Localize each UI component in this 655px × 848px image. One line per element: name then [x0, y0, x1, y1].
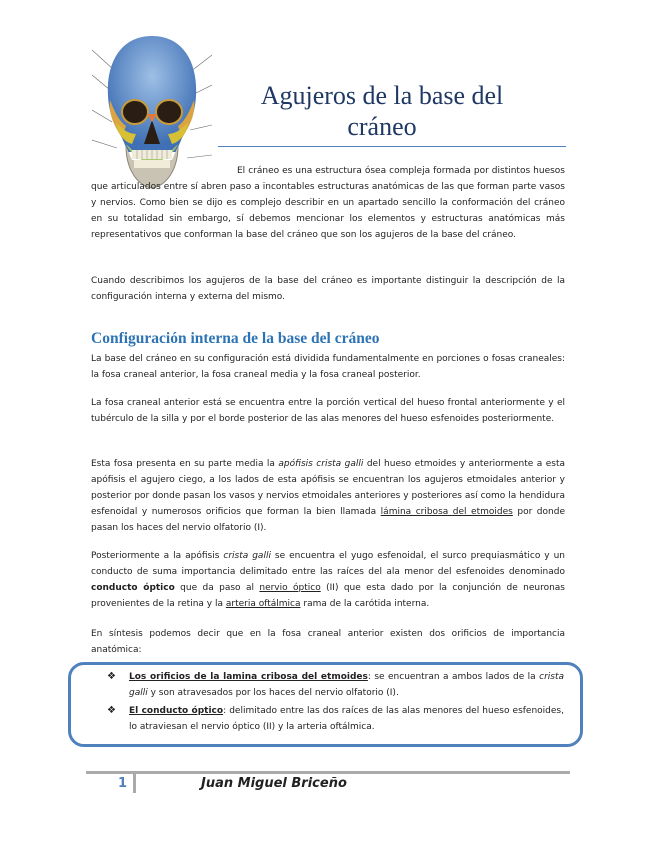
p4-text-e: que da paso al — [174, 583, 260, 593]
bullet1-text-b: : se encuentran a ambos lados de la — [367, 672, 540, 682]
p3-text-a: Esta fosa presenta en su parte media la — [91, 459, 279, 469]
intro-paragraph-1-text: El cráneo es una estructura ósea compleja formada por distintos huesos que articulados entre sí abren paso a incontables estructuras anatómicas de las que forman parte vasos y nervios. Como bien se dijo es complejo describir en un apartado sencillo la conformación del cráneo en su totalidad sin embargo, sí debemos mencionar los elementos y estructuras anatómicas más representativos que conforman la base del cráneo que son los agujeros de la base del cráneo. — [91, 166, 565, 240]
bullet1-term: Los orificios de la lamina cribosa del etmoides — [129, 672, 368, 682]
p4-text-c: se encuentra el yugo esfenoidal, el surco prequiasmático y un conducto de suma importancia delimitado entre las raíces del ala menor del esfenoides denominado — [91, 551, 565, 577]
p4-arteria-oftalmica: arteria oftálmica — [225, 599, 301, 609]
p4-text-a: Posteriormente a la apófisis — [91, 551, 224, 561]
p4-nervio-optico: nervio óptico — [259, 583, 321, 593]
p4-conducto-optico: conducto óptico — [91, 583, 175, 593]
bullet2-term: El conducto óptico — [129, 706, 224, 716]
p4-crista-galli: crista galli — [223, 551, 271, 561]
p3-crista-galli: apófisis crista galli — [278, 459, 364, 469]
section-paragraph-5: En síntesis podemos decir que en la fosa craneal anterior existen dos orificios de importancia anatómica: — [91, 629, 565, 655]
p3-text-e: por donde pasan los haces del nervio olfatorio (I). — [91, 507, 565, 533]
intro-paragraph-2: Cuando describimos los agujeros de la base del cráneo es importante distinguir la descripción de la configuración interna y externa del mismo. — [91, 276, 565, 302]
section-heading: Configuración interna de la base del cráneo — [91, 330, 380, 347]
page-number: 1 — [118, 776, 128, 791]
title-line-1: Agujeros de la base del — [260, 81, 504, 110]
section-paragraph-2: La fosa craneal anterior está se encuentra entre la porción vertical del hueso frontal anteriormente y el tubérculo de la silla y por el borde posterior de las alas menores del hueso esfenoides posteriormente. — [91, 398, 565, 424]
section-paragraph-4 — [91, 548, 565, 612]
section-paragraph-1: La base del cráneo en su configuración está dividida fundamentalmente en porciones o fosas craneales: la fosa craneal anterior, la fosa craneal media y la fosa craneal posterior. — [91, 354, 565, 380]
intro-paragraph-1 — [91, 163, 565, 243]
title-line-2: cráneo — [347, 112, 417, 141]
p3-text-c: del hueso etmoides y anteriormente a esta apófisis el agujero ciego, a los lados de esta apófisis se encuentran los agujeros etmoidales anterior y posterior por donde pasan los vasos y nervios etmoidales anteriores y posteriores así como la hendidura esfenoidal y numerosos orificios que forman la bien llamada — [91, 459, 565, 517]
bullet1-text-d: y son atravesados por los haces del nervio olfatorio (I). — [147, 688, 399, 698]
footer-rule — [86, 771, 570, 774]
p3-lamina-cribosa: lámina cribosa del etmoides — [380, 507, 513, 517]
footer-author: Juan Miguel Briceño — [201, 776, 347, 791]
bullet-diamond-icon: ❖ — [107, 705, 116, 716]
bullet-diamond-icon: ❖ — [107, 671, 116, 682]
bullet-item-conducto-optico — [107, 703, 564, 735]
p4-text-i: rama de la carótida interna. — [300, 599, 430, 609]
bullet1-crista-galli: crista galli — [129, 672, 565, 698]
title-underline — [218, 146, 566, 147]
section-paragraph-3 — [91, 456, 565, 536]
document-title — [225, 80, 539, 142]
p4-text-g: (II) que esta dado por la conjunción de neuronas provenientes de la retina y la — [91, 583, 565, 609]
footer-divider — [133, 771, 136, 793]
bullet2-text-b: : delimitado entre las dos raíces de las alas menores del hueso esfenoides, lo atraviesan el nervio óptico (II) y la arteria oftálmica. — [129, 706, 564, 732]
bullet-item-lamina-cribosa — [107, 669, 565, 701]
